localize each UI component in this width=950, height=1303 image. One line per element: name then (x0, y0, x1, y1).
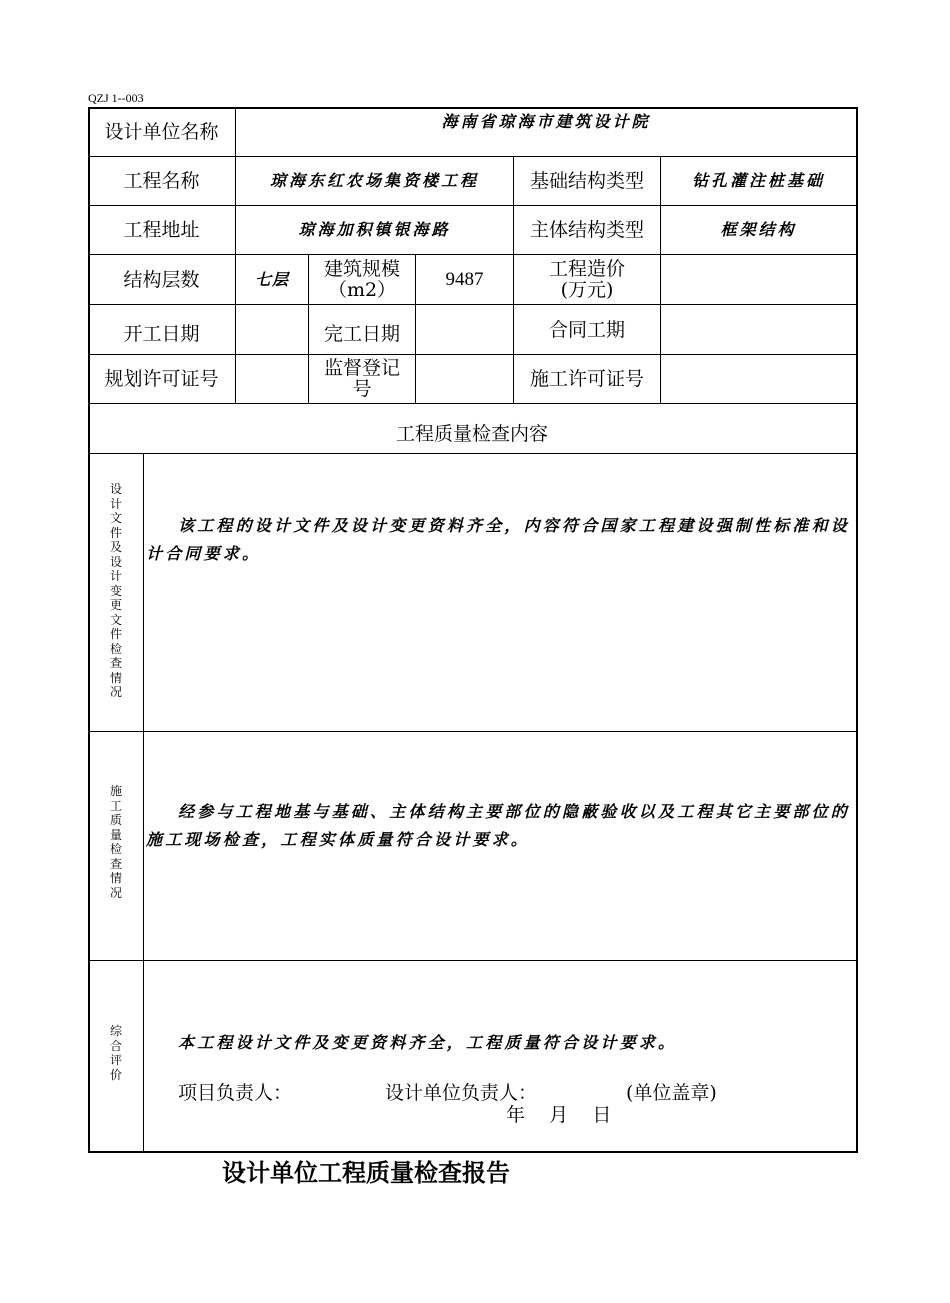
main-structure-label: 主体结构类型 (529, 219, 644, 241)
overall-text: 本工程设计文件及变更资料齐全，工程质量符合设计要求。 (178, 1033, 678, 1052)
supervision-reg-label-line1: 监督登记 (323, 357, 400, 379)
construction-label: 施工质量检查情况 (109, 784, 122, 900)
address-label: 工程地址 (123, 219, 200, 241)
project-leader-label: 项目负责人： (178, 1082, 293, 1104)
contract-period-label: 合同工期 (548, 318, 625, 341)
col-line (143, 453, 144, 1152)
cost-value (661, 255, 856, 304)
construction-text: 经参与工程地基与基础、主体结构主要部位的隐蔽验收以及工程其它主要部位的施工现场检查，工程实体质量符合设计要求。 (146, 802, 851, 849)
cost-label (514, 255, 660, 304)
design-docs-label: 设计文件及设计变更文件检查情况 (109, 482, 122, 699)
seal-label: (单位盖章) (626, 1082, 717, 1104)
design-unit-value: 海南省琼海市建筑设计院 (441, 112, 651, 131)
design-docs-text: 该工程的设计文件及设计变更资料齐全，内容符合国家工程建设强制性标准和设计合同要求。 (146, 516, 851, 563)
report-title: 设计单位工程质量检查报告 (222, 1159, 510, 1187)
inspection-header: 工程质量检查内容 (395, 422, 548, 445)
construction-permit-label: 施工许可证号 (529, 368, 644, 390)
cost-label-line1: 工程造价 (548, 257, 625, 280)
foundation-type-value: 钻孔灌注桩基础 (691, 171, 825, 190)
row-line (88, 731, 858, 732)
floors-label: 结构层数 (123, 268, 200, 291)
floors-value: 七层 (254, 269, 289, 289)
table-border-right (856, 107, 858, 1152)
scale-value: 9487 (445, 268, 484, 290)
supervision-reg-label (309, 355, 415, 403)
end-date-value (416, 305, 513, 354)
planning-permit-label: 规划许可证号 (104, 368, 219, 390)
scale-label-line2: （m2） (327, 278, 397, 301)
row-line (88, 960, 858, 961)
construction-permit-value (661, 355, 856, 403)
foundation-type-label: 基础结构类型 (529, 170, 644, 192)
contract-period-value (661, 305, 856, 354)
planning-permit-value (236, 355, 308, 403)
supervision-reg-label-line2: 号 (352, 378, 372, 400)
form-code: QZJ 1--003 (88, 91, 144, 105)
address-value: 琼海加积镇银海路 (298, 220, 451, 239)
overall-label: 综合评价 (109, 1024, 122, 1082)
cost-label-line2: (万元) (560, 278, 614, 301)
project-name-label: 工程名称 (123, 170, 200, 192)
start-date-value (236, 305, 308, 354)
design-unit-label: 设计单位名称 (104, 121, 219, 143)
supervision-reg-value (416, 355, 513, 403)
scale-label (309, 255, 415, 304)
project-name-value: 琼海东红农场集资楼工程 (269, 171, 479, 190)
scale-label-line1: 建筑规模 (323, 257, 400, 280)
start-date-label: 开工日期 (123, 323, 200, 345)
unit-leader-label: 设计单位负责人： (385, 1082, 538, 1104)
date-label: 年 月 日 (506, 1104, 612, 1126)
end-date-label: 完工日期 (323, 323, 400, 345)
main-structure-value: 框架结构 (720, 220, 797, 239)
